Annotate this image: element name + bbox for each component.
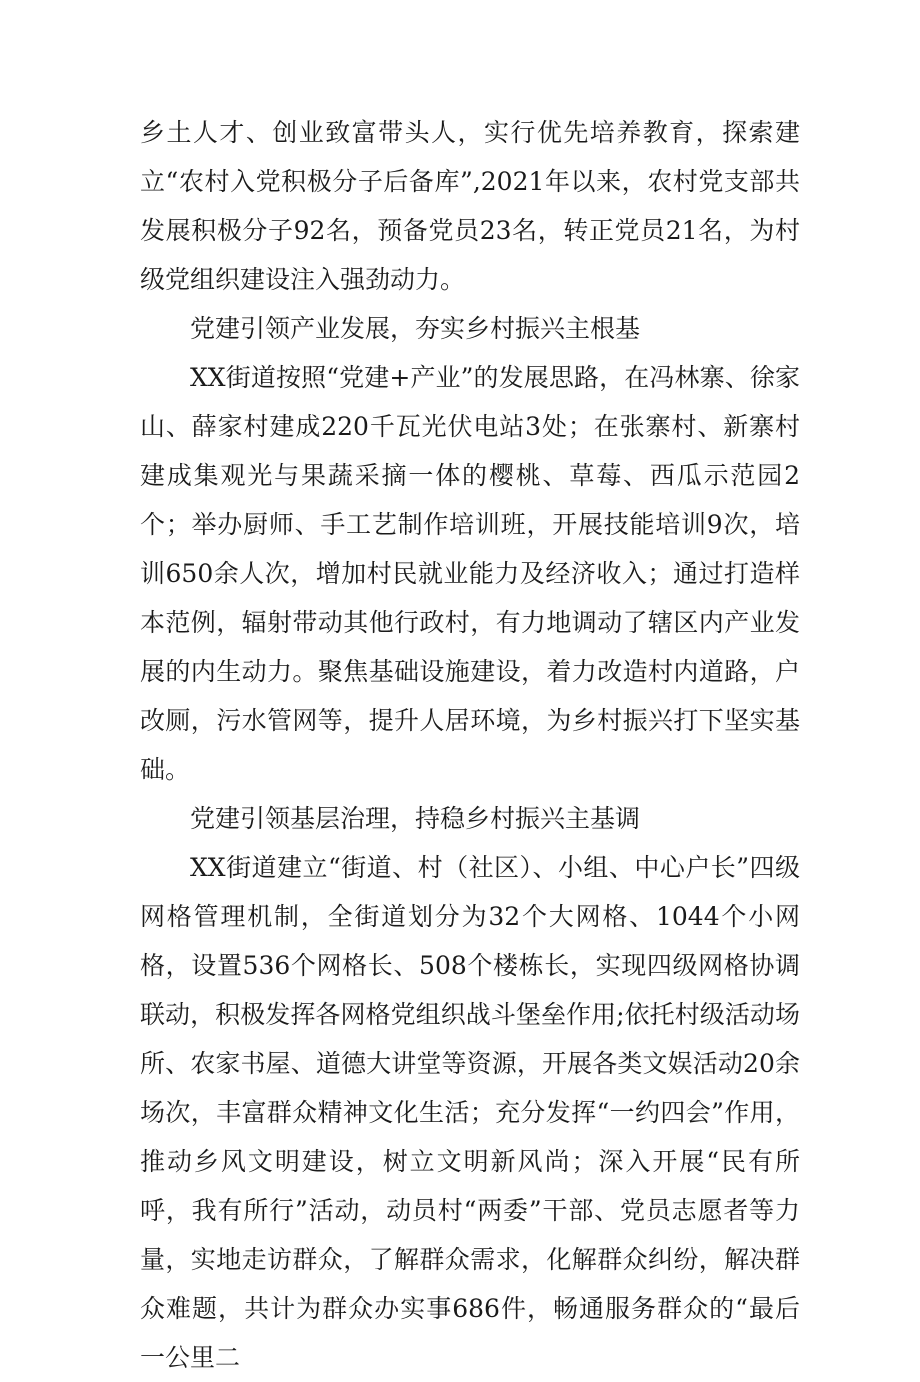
section-heading-governance: 党建引领基层治理，持稳乡村振兴主基调 xyxy=(190,804,641,833)
paragraph-governance: XX街道建立“街道、村（社区）、小组、中心户长”四级网格管理机制，全街道划分为32个大网格、1044个小网格，设置536个网格长、508个楼栋长，实现四级网格协调联动，积极发挥各网格党组织战斗堡垒作用;依托村级活动场所、农家书屋、道德大讲堂等资源，开展各类文娱活动20余场次，丰富群众精神文化生活；充分发挥“一约四会”作用，推动乡风文明建设，树立文明新风尚；深入开展“民有所呼，我有所行”活动，动员村“两委”干部、党员志愿者等力量，实地走访群众，了解群众需求，化解群众纠纷，解决群众难题，共计为群众办实事686件，畅通服务群众的“最后一公里二 xyxy=(140,853,800,1372)
document-body xyxy=(140,108,800,1382)
paragraph-industry: XX街道按照“党建+产业”的发展思路，在冯林寨、徐家山、薛家村建成220千瓦光伏电站3处；在张寨村、新寨村建成集观光与果蔬采摘一体的樱桃、草莓、西瓜示范园2个；举办厨师、手工艺制作培训班，开展技能培训9次，培训650余人次，增加村民就业能力及经济收入；通过打造样本范例，辐射带动其他行政村，有力地调动了辖区内产业发展的内生动力。聚焦基础设施建设，着力改造村内道路，户改厕，污水管网等，提升人居环境，为乡村振兴打下坚实基础。 xyxy=(140,363,800,784)
paragraph-continuation: 乡土人才、创业致富带头人，实行优先培养教育，探索建立“农村入党积极分子后备库”,2021年以来，农村党支部共发展积极分子92名，预备党员23名，转正党员21名，为村级党组织建设注入强劲动力。 xyxy=(140,118,800,294)
section-heading-industry: 党建引领产业发展，夯实乡村振兴主根基 xyxy=(190,314,641,343)
